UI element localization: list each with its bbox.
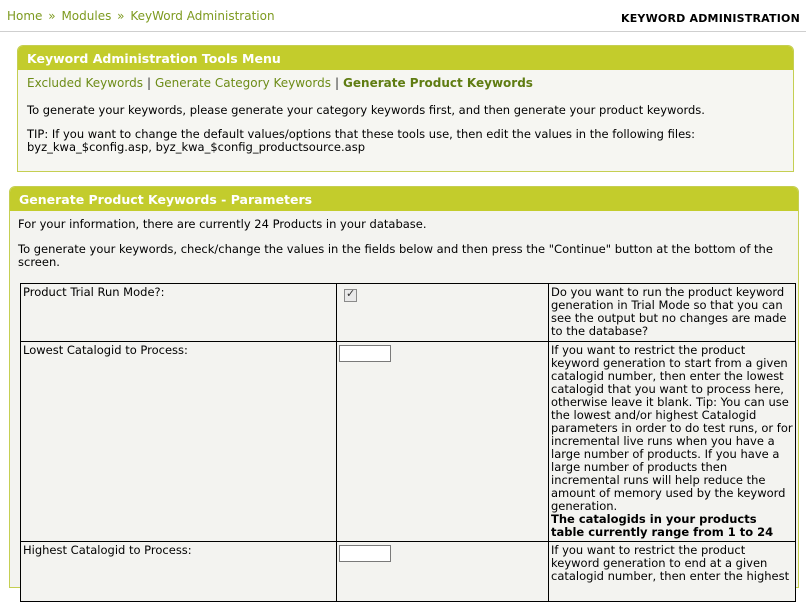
parameters-panel — [9, 186, 799, 588]
highest-catalogid-cell — [337, 542, 549, 602]
top-bar — [0, 0, 806, 34]
lowest-catalogid-label: Lowest Catalogid to Process: — [21, 342, 337, 542]
page-title: KEYWORD ADMINISTRATION — [620, 12, 800, 25]
tools-menu-title: Keyword Administration Tools Menu — [18, 46, 793, 70]
generate-category-keywords-link[interactable]: Generate Category Keywords — [155, 76, 331, 90]
product-count-info: For your information, there are currently 24 Products in your database. — [18, 217, 427, 231]
trial-run-checkbox[interactable] — [344, 289, 357, 302]
table-row — [21, 342, 796, 542]
tip-line-1: TIP: If you want to change the default values/options that these tools use, then edit the values in the following files: — [27, 127, 696, 141]
breadcrumb — [7, 9, 275, 23]
lowest-catalogid-help — [549, 342, 796, 542]
breadcrumb-separator: » — [117, 9, 125, 23]
parameters-table — [20, 283, 796, 602]
highest-catalogid-input[interactable] — [339, 545, 391, 562]
link-separator: | — [335, 76, 340, 90]
table-row — [21, 542, 796, 602]
lowest-catalogid-help-text: If you want to restrict the product keyword generation to start from a given catalogid number, then enter the lowest catalogid that you want to process here, otherwise leave it blank. Tip: You can use the lowest and/or highest Catalogid parameters in order to do test runs, or for incremental live runs when you have a large number of products. If you have a large number of products then incremental runs will help reduce the amount of memory used by the keyword generation. — [551, 343, 793, 513]
tools-menu-panel — [17, 45, 794, 172]
trial-run-label: Product Trial Run Mode?: — [21, 284, 337, 342]
table-row — [21, 284, 796, 342]
breadcrumb-modules-link[interactable]: Modules — [61, 9, 112, 23]
trial-run-help: Do you want to run the product keyword generation in Trial Mode so that you can see the output but no changes are made to the database? — [549, 284, 796, 342]
excluded-keywords-link[interactable]: Excluded Keywords — [27, 76, 143, 90]
highest-catalogid-label: Highest Catalogid to Process: — [21, 542, 337, 602]
link-separator: | — [146, 76, 151, 90]
lowest-catalogid-cell — [337, 342, 549, 542]
trial-run-cell — [337, 284, 549, 342]
parameters-title: Generate Product Keywords - Parameters — [10, 187, 798, 211]
tools-menu-links — [27, 76, 533, 90]
parameters-instructions: To generate your keywords, check/change the values in the fields below and then press the "Continue" button at the bottom of the screen. — [18, 242, 773, 269]
tools-menu-intro: To generate your keywords, please generate your category keywords first, and then generate your product keywords. — [27, 103, 705, 117]
breadcrumb-separator: » — [48, 9, 56, 23]
divider — [0, 31, 806, 32]
tip-line-2: byz_kwa_$config.asp, byz_kwa_$config_productsource.asp — [27, 140, 365, 154]
generate-product-keywords-link[interactable]: Generate Product Keywords — [343, 76, 533, 90]
catalogid-range-note: The catalogids in your products table currently range from 1 to 24 — [551, 512, 774, 539]
highest-catalogid-help: If you want to restrict the product keyword generation to end at a given catalogid number, then enter the highest — [549, 542, 796, 602]
tools-menu-tip — [27, 128, 787, 154]
lowest-catalogid-input[interactable] — [339, 345, 391, 362]
breadcrumb-current-link[interactable]: KeyWord Administration — [130, 9, 275, 23]
breadcrumb-home-link[interactable]: Home — [7, 9, 43, 23]
